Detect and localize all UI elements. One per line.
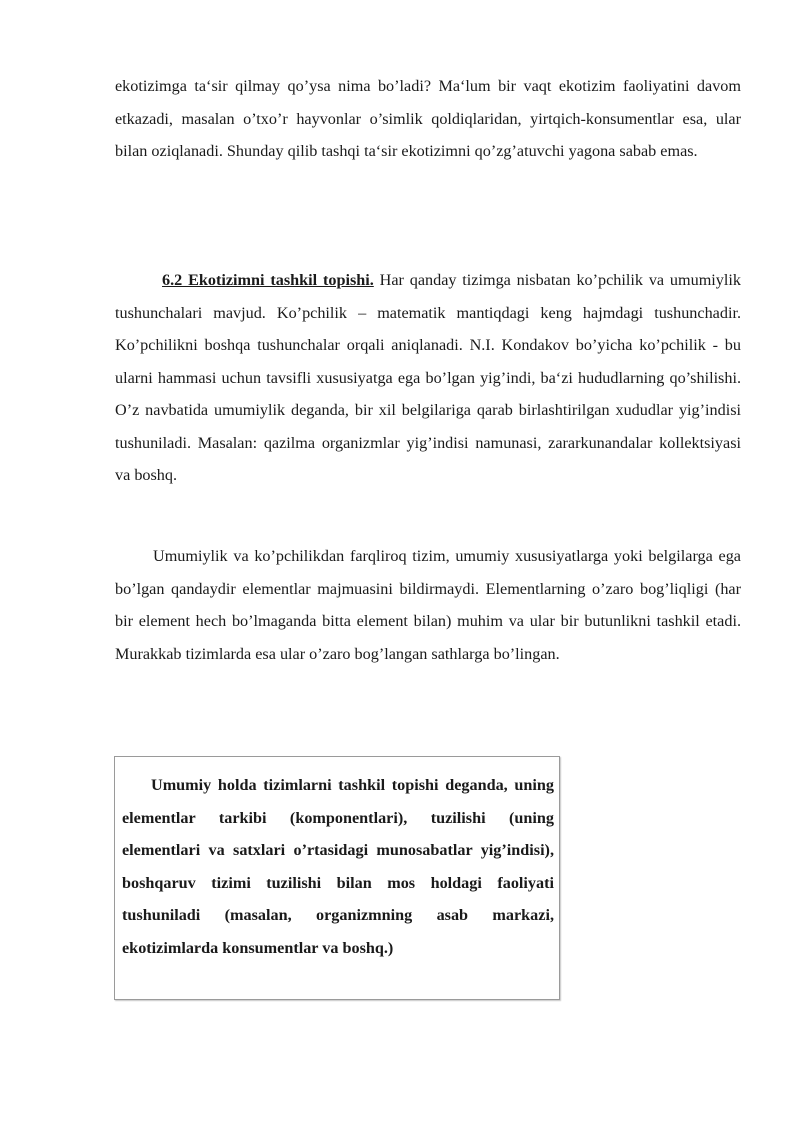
definition-box — [114, 756, 560, 1000]
paragraph-system-difference: Umumiylik va ko’pchilikdan farqliroq tizim, umumiy xususiyatlarga yoki belgilarga ega bo’lgan qandaydir elementlar majmuasini bildirmaydi. Elementlarning o’zaro bog’liqligi (har bir element hech bo’lmaganda bitta element bilan) muhim va ular bir butunlikni tashkil etadi. Murakkab tizimlarda esa ular o’zaro bog’langan sathlarga bo’lingan. — [115, 547, 741, 663]
paragraph-ecosystem-influence: ekotizimga ta‘sir qilmay qo’ysa nima bo’ladi? Ma‘lum bir vaqt ekotizim faoliyatini davom etkazadi, masalan o’txo’r hayvonlar o’simlik qoldiqlaridan, yirtqich-konsumentlar esa, ular bilan oziqlanadi. Shunday qilib tashqi ta‘sir ekotizimni qo’zg’atuvchi yagona sabab emas. — [115, 77, 741, 160]
section-body-text: Har qanday tizimga nisbatan ko’pchilik va umumiylik tushunchalari mavjud. Ko’pchilik – matematik mantiqdagi keng hajmdagi tushunchadir. Ko’pchilikni boshqa tushunchalar orqali aniqlanadi. N.I. Kondakov bo’yicha ko’pchilik - bu ularni hammasi uchun tavsifli xususiyatga ega bo’lgan yig’indi, ba‘zi hududlarning qo’shilishi. O’z navbatida umumiylik deganda, bir xil belgilariga qarab birlashtirilgan xududlar yig’indisi tushuniladi. Masalan: qazilma organizmlar yig’indisi namunasi, zararkunandalar kollektsiyasi va boshq. — [115, 271, 741, 484]
section-heading-link[interactable]: 6.2 Ekotizimni tashkil topishi. — [162, 271, 374, 289]
definition-text: Umumiy holda tizimlarni tashkil topishi deganda, uning elementlar tarkibi (komponentlari), tuzilishi (uning elementlari va satxlari o’rtasidagi munosabatlar yig’indisi), boshqaruv tizimi tuzilishi bilan mos holdagi faoliyati tushuniladi (masalan, organizmning asab markazi, ekotizimlarda konsumentlar va boshq.) — [122, 776, 554, 957]
section-ecosystem-organization — [115, 264, 741, 492]
